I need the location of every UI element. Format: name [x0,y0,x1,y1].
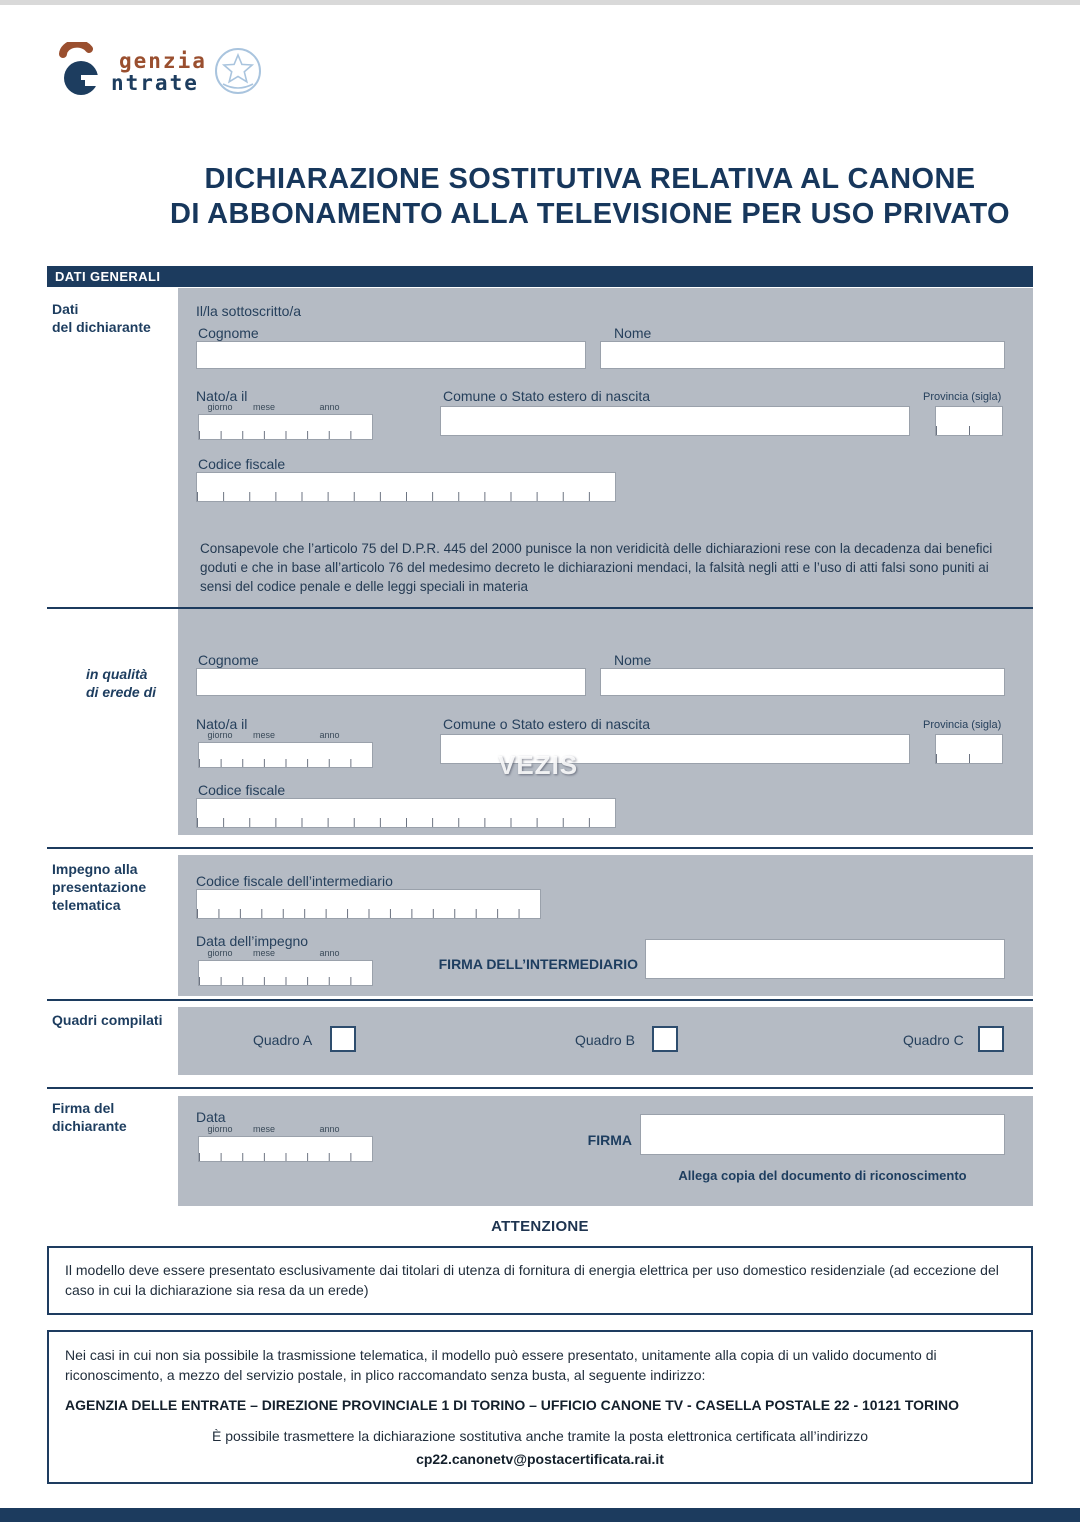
notice-box-2 [47,1330,1033,1484]
notice-box-2-pec-line: È possibile trasmettere la dichiarazione sostitutiva anche tramite la posta elettronica certificata all’indirizzo [212,1427,868,1444]
quadro-c-label: Quadro C [903,1032,964,1048]
notice-box-2-address: AGENZIA DELLE ENTRATE – DIREZIONE PROVINCIALE 1 DI TORINO – UFFICIO CANONE TV - CASELLA POSTALE 22 - 10121 TORINO [65,1396,960,1413]
dichiarante-side-label: Dati del dichiarante [52,301,151,336]
giorno-label: giorno [207,948,233,958]
provincia-label: Provincia (sigla) [923,391,1002,403]
firma-side-label: Firma del dichiarante [52,1100,127,1135]
section-divider [47,847,1033,849]
notice-box-2-email: cp22.canonetv@postacertificata.rai.it [416,1451,664,1468]
top-edge [0,0,1080,5]
nato-il-label: Nato/a il [196,716,248,732]
anno-label: anno [319,402,340,412]
erede-provincia-input[interactable] [935,734,1003,764]
impegno-side-label: Impegno alla presentazione telematica [52,861,147,914]
watermark: VEZIS [498,750,579,780]
erede-nome-input[interactable] [600,668,1005,696]
comune-label: Comune o Stato estero di nascita [443,388,651,404]
cf-intermediario-input[interactable] [196,889,541,919]
italy-emblem-icon [213,46,263,96]
form-title-line-2: DI ABBONAMENTO ALLA TELEVISIONE PER USO PRIVATO [170,197,1010,230]
cognome-label: Cognome [198,652,259,668]
dichiarante-provincia-input[interactable] [935,406,1003,436]
dichiarante-nome-input[interactable] [600,341,1005,369]
anno-label: anno [319,730,340,740]
section-divider [47,999,1033,1001]
agenzia-entrate-logo [55,42,207,100]
form-title-line-1: DICHIARAZIONE SOSTITUTIVA RELATIVA AL CANONE [204,163,976,195]
dichiarante-comune-input[interactable] [440,406,910,436]
dichiarante-data-nascita-input[interactable] [198,414,373,440]
notice-box-2-intro: Nei casi in cui non sia possibile la trasmissione telematica, il modello può essere presentato, unitamente alla copia di un valido documento di riconoscimento, a mezzo del servizio postale, in plico raccomandato senza busta, al seguente indirizzo: [65,1347,937,1384]
firma-data-input[interactable] [198,1136,373,1162]
erede-side-label: in qualità di erede di [86,666,157,701]
giorno-label: giorno [207,402,233,412]
giorno-label: giorno [207,1124,233,1134]
dati-generali-header: DATI GENERALI [47,266,1033,287]
agenzia-entrate-wordmark [93,50,207,94]
form-title [150,162,1030,232]
cognome-label: Cognome [198,325,259,341]
consapevole-paragraph: Consapevole che l’articolo 75 del D.P.R. 445 del 2000 punisce la non veridicità delle dichiarazioni rese con la decadenza dai benefici goduti e che in base all’articolo 76 del medesimo decreto le dichiarazioni mendaci, la falsità negli atti e l’uso di atti falsi sono puniti ai sensi del codice penale e delle leggi speciali in materia [200,541,993,594]
data-impegno-input[interactable] [198,960,373,986]
dichiarante-data-nascita-field [198,402,373,440]
quadro-b-label: Quadro B [575,1032,635,1048]
nome-label: Nome [614,652,652,668]
provincia-label: Provincia (sigla) [923,719,1002,731]
footer-bar [0,1508,1080,1522]
section-divider [47,607,1033,609]
section-divider [47,1087,1033,1089]
notice-box-1 [47,1246,1033,1315]
codice-fiscale-label: Codice fiscale [198,782,286,798]
data-impegno-field [198,948,373,986]
quadro-a-label: Quadro A [253,1032,313,1048]
erede-data-nascita-field [198,730,373,768]
allega-copia-label: Allega copia del documento di riconoscimento [678,1168,967,1183]
mese-label: mese [252,1124,275,1134]
quadro-a-checkbox[interactable] [330,1026,356,1052]
data-impegno-label: Data dell’impegno [196,933,309,949]
erede-cognome-input[interactable] [196,668,586,696]
firma-data-field [198,1124,373,1162]
quadri-side-label: Quadri compilati [52,1012,163,1028]
erede-data-nascita-input[interactable] [198,742,373,768]
codice-fiscale-label: Codice fiscale [198,456,286,472]
mese-label: mese [252,402,275,412]
logo-word-agenzia: genzia [119,49,207,73]
data-label: Data [196,1109,226,1125]
erede-codice-fiscale-input[interactable] [196,798,616,828]
sottoscritto-label: Il/la sottoscritto/a [196,303,302,319]
comune-label: Comune o Stato estero di nascita [443,716,651,732]
notice-box-1-text: Il modello deve essere presentato esclusivamente dai titolari di utenza di fornitura di energia elettrica per uso domestico residenziale (ad eccezione del caso in cui la dichiarazione sia resa da un erede) [65,1262,999,1299]
nato-il-label: Nato/a il [196,388,248,404]
firma-dichiarante-input[interactable] [640,1114,1005,1155]
firma-intermediario-input[interactable] [645,939,1005,979]
quadro-c-checkbox[interactable] [978,1026,1004,1052]
nome-label: Nome [614,325,652,341]
dichiarante-codice-fiscale-input[interactable] [196,472,616,502]
quadro-b-checkbox[interactable] [652,1026,678,1052]
attenzione-title: ATTENZIONE [491,1218,589,1235]
logo-word-entrate: ntrate [111,71,199,96]
anno-label: anno [319,948,340,958]
anno-label: anno [319,1124,340,1134]
mese-label: mese [252,948,275,958]
giorno-label: giorno [207,730,233,740]
dichiarante-cognome-input[interactable] [196,341,586,369]
firma-intermediario-label: FIRMA DELL’INTERMEDIARIO [438,956,638,972]
cf-intermediario-label: Codice fiscale dell’intermediario [196,873,393,889]
firma-label: FIRMA [587,1132,632,1148]
mese-label: mese [252,730,275,740]
